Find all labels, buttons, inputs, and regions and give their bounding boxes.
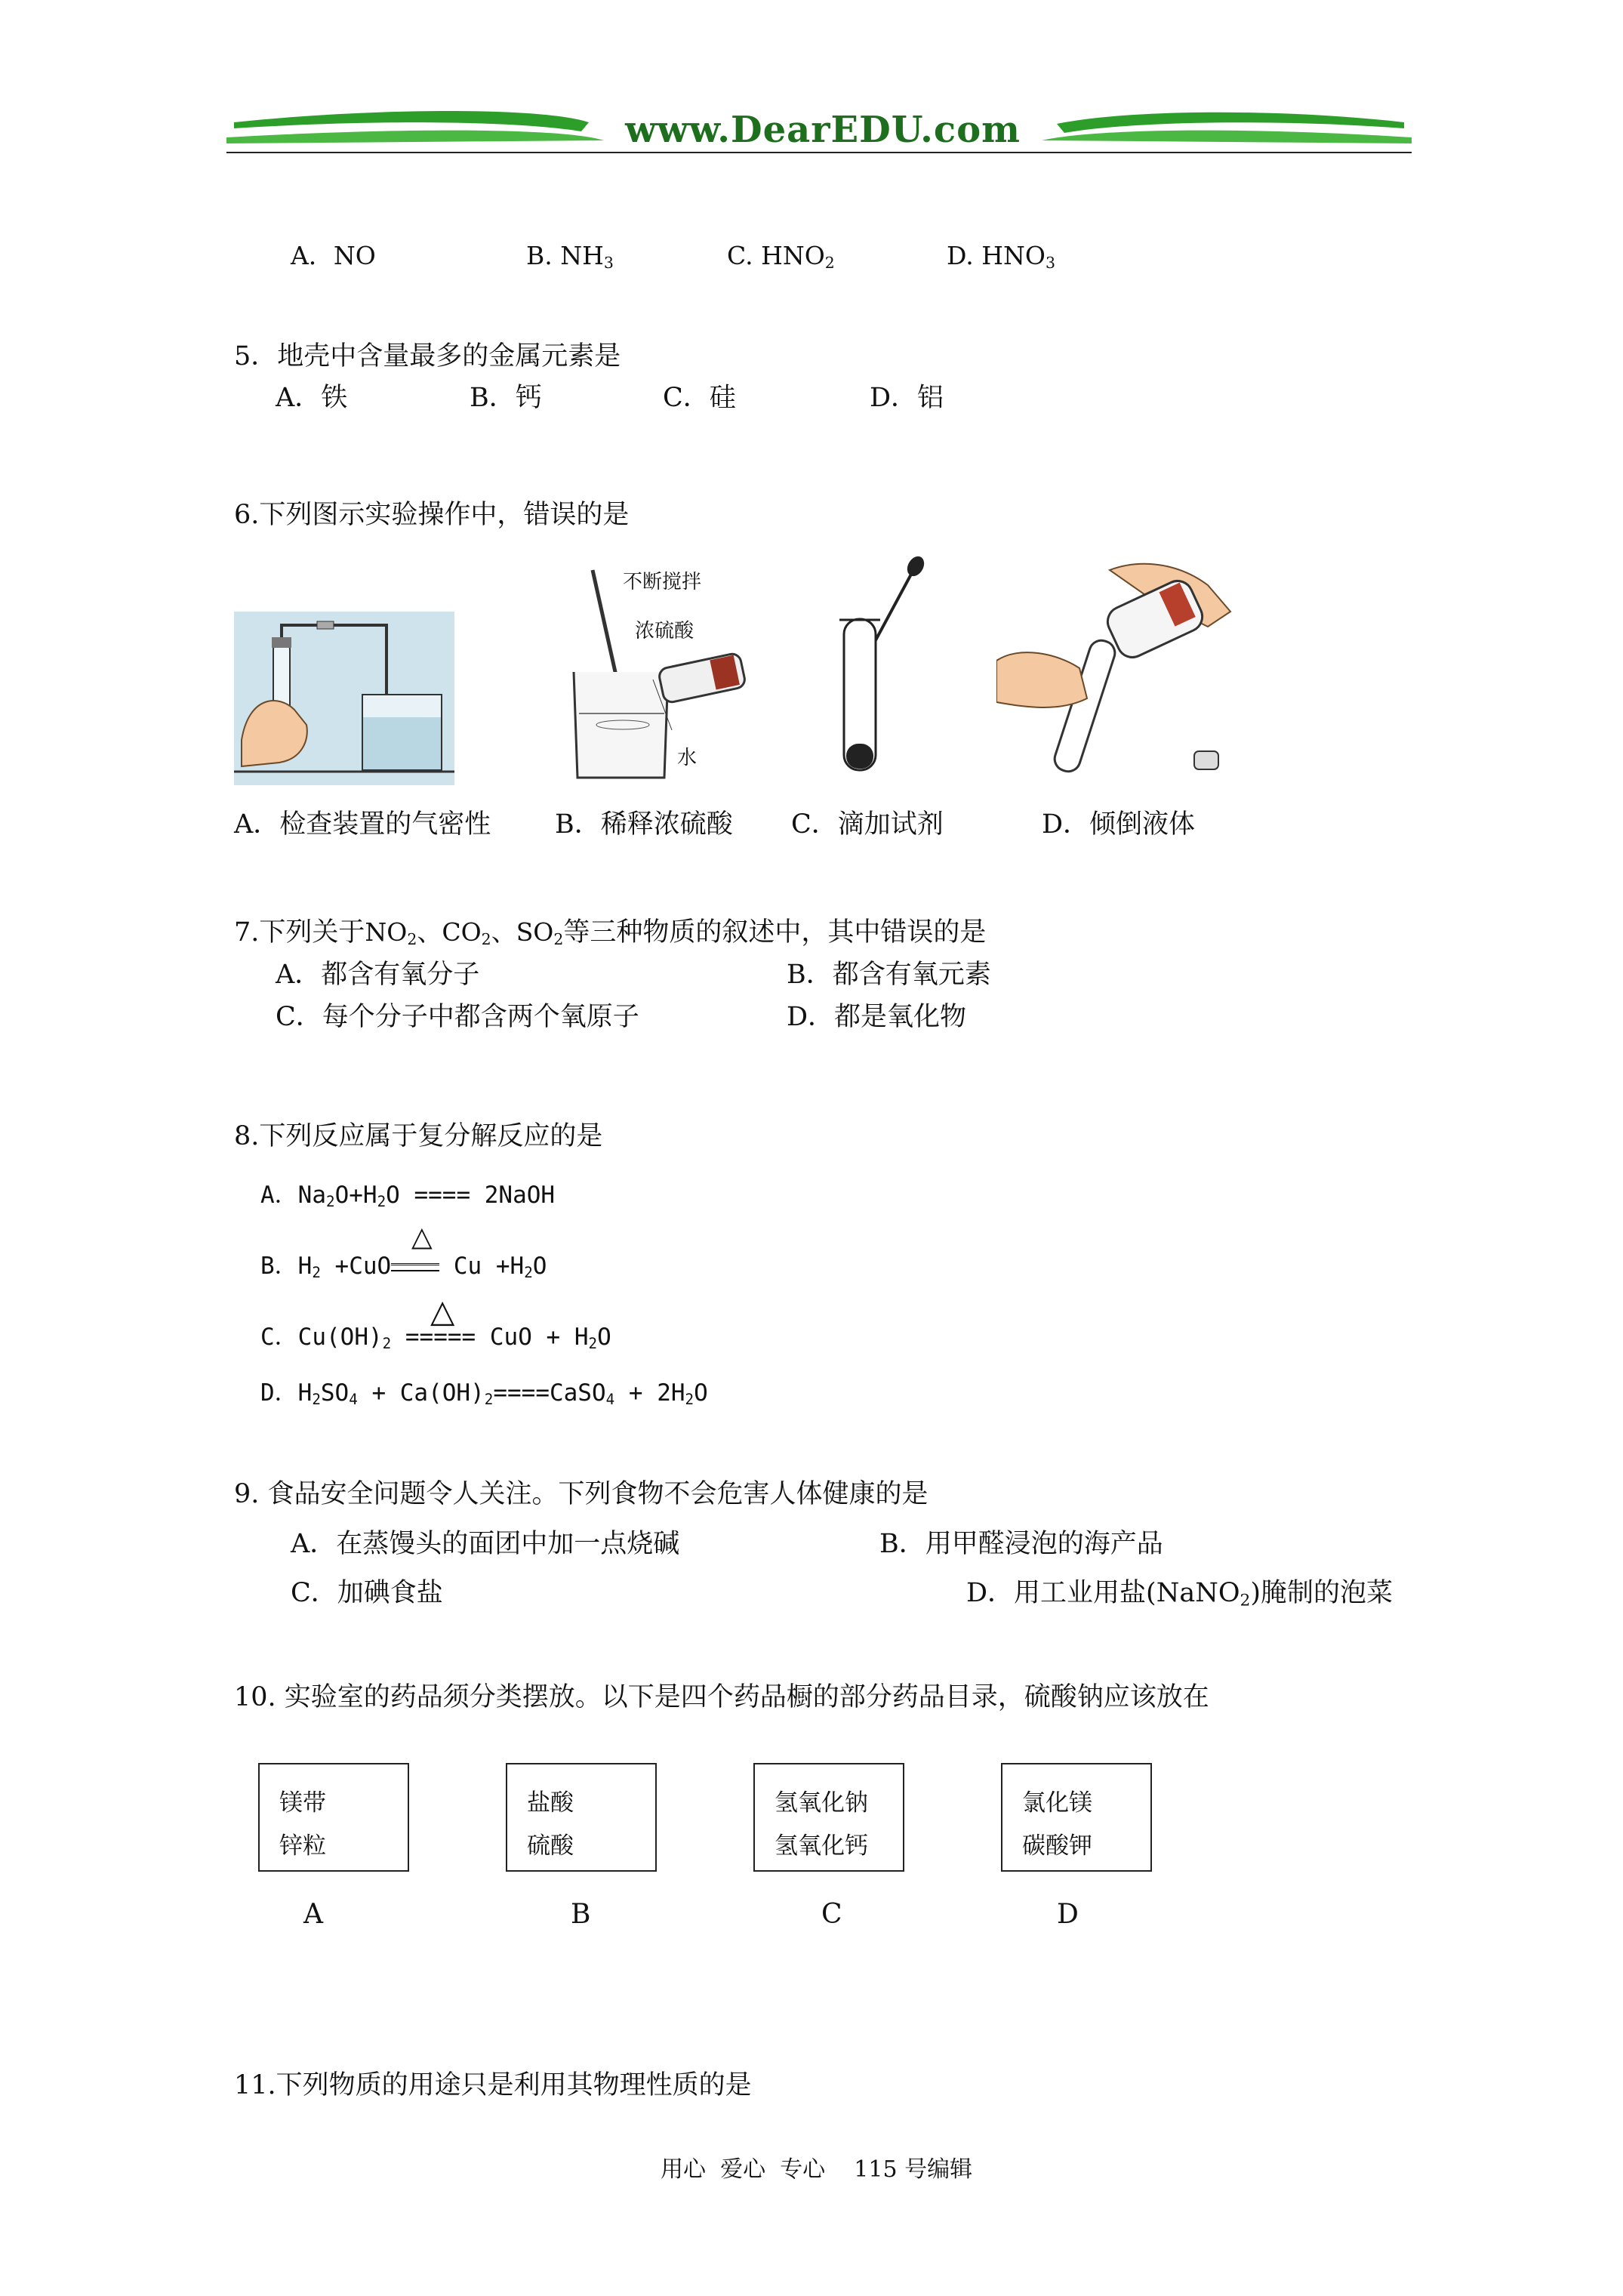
q8-option-a: A．$Na_2O+H_2O$ ==== 2NaOH xyxy=(260,1182,556,1210)
q6-image-dropper xyxy=(830,555,936,789)
q5-option-c: C．硅 xyxy=(663,383,736,413)
q9-stem: 9. 食品安全问题令人关注。下列食物不会危害人体健康的是 xyxy=(234,1479,929,1509)
cabinet-d xyxy=(1001,1763,1152,1872)
cabinet-label-b: B xyxy=(571,1899,591,1930)
cabinet-c-item-1: 氢氧化钠 xyxy=(775,1789,868,1817)
cabinet-a-item-2: 锌粒 xyxy=(279,1832,326,1860)
q9-option-b: B．用甲醛浸泡的海产品 xyxy=(879,1529,1163,1559)
cabinet-a-item-1: 镁带 xyxy=(279,1789,326,1817)
cabinet-c-item-2: 氢氧化钙 xyxy=(775,1832,868,1860)
cabinet-d-item-1: 氯化镁 xyxy=(1022,1789,1092,1817)
q4-option-c: C. $HNO_2$ xyxy=(727,241,835,273)
q8-option-c: C．$Cu(OH)_2$ ===== CuO + $H_2O$ xyxy=(260,1324,611,1352)
q5-option-a: A．铁 xyxy=(276,383,348,413)
header-banner xyxy=(226,106,1412,159)
q6-option-b: B．稀释浓硫酸 xyxy=(555,809,733,840)
q6-option-c: C．滴加试剂 xyxy=(791,809,944,840)
q5-option-b: B．钙 xyxy=(470,383,542,413)
cabinet-label-a: A xyxy=(303,1899,323,1930)
cabinet-d-item-2: 碳酸钾 xyxy=(1022,1832,1092,1860)
q7-option-b: B．都含有氧元素 xyxy=(787,960,991,990)
q6-stem: 6.下列图示实验操作中，错误的是 xyxy=(234,500,630,530)
q10-stem: 10. 实验室的药品须分类摆放。以下是四个药品橱的部分药品目录，硫酸钠应该放在 xyxy=(234,1682,1209,1712)
cabinet-label-c: C xyxy=(821,1899,842,1930)
q8-heat-symbol-b: △ xyxy=(411,1222,433,1253)
page-footer: 用心 爱心 专心 115 号编辑 xyxy=(661,2156,973,2183)
cabinet-a xyxy=(258,1763,409,1872)
label-water: 水 xyxy=(677,747,698,769)
q6-image-pouring xyxy=(996,555,1238,781)
label-stir: 不断搅拌 xyxy=(623,571,702,593)
q6-image-airtight-check xyxy=(234,612,454,785)
q8-option-b: B．$H_2 +CuO$ $Cu +H_2O$ xyxy=(260,1253,547,1281)
q9-option-d: D．用工业用盐(NaNO$_2$)腌制的泡菜 xyxy=(966,1578,1393,1610)
q9-option-a: A．在蒸馒头的面团中加一点烧碱 xyxy=(291,1529,680,1559)
q7-stem: 7.下列关于$NO_2$、$CO_2$、$SO_2$等三种物质的叙述中，其中错误的是 xyxy=(234,917,987,949)
q4-option-a: A．NO xyxy=(291,241,376,270)
q8-heat-symbol-c: △ xyxy=(430,1293,455,1330)
q6-option-a: A．检查装置的气密性 xyxy=(234,809,491,840)
q6-option-d: D．倾倒液体 xyxy=(1042,809,1196,840)
cabinet-label-d: D xyxy=(1057,1899,1079,1930)
cabinet-c xyxy=(753,1763,904,1872)
q6-image-dilute-acid xyxy=(562,555,759,789)
label-conc-acid: 浓硫酸 xyxy=(635,620,694,643)
q7-option-c: C．每个分子中都含两个氧原子 xyxy=(276,1002,639,1032)
q9-option-c: C．加碘食盐 xyxy=(291,1578,443,1608)
q4-option-d: D. $HNO_3$ xyxy=(947,241,1056,273)
q7-option-d: D．都是氧化物 xyxy=(787,1002,967,1032)
cabinet-b-item-2: 硫酸 xyxy=(527,1832,574,1860)
cabinet-b xyxy=(506,1763,657,1872)
q11-stem: 11.下列物质的用途只是利用其物理性质的是 xyxy=(234,2070,752,2100)
q8-stem: 8.下列反应属于复分解反应的是 xyxy=(234,1121,603,1151)
q4-option-b: B. $NH_3$ xyxy=(526,241,614,273)
q8-option-d: D．$H_2SO_4$ + $Ca(OH)_2====CaSO_4 + 2H_2O$ xyxy=(260,1379,708,1408)
header-logo-text[interactable]: www.DearEDU.com xyxy=(625,109,1021,151)
q5-stem: 5．地壳中含量最多的金属元素是 xyxy=(234,341,621,371)
cabinet-b-item-1: 盐酸 xyxy=(527,1789,574,1817)
q5-option-d: D．铝 xyxy=(870,383,944,413)
q7-option-a: A．都含有氧分子 xyxy=(276,960,480,990)
